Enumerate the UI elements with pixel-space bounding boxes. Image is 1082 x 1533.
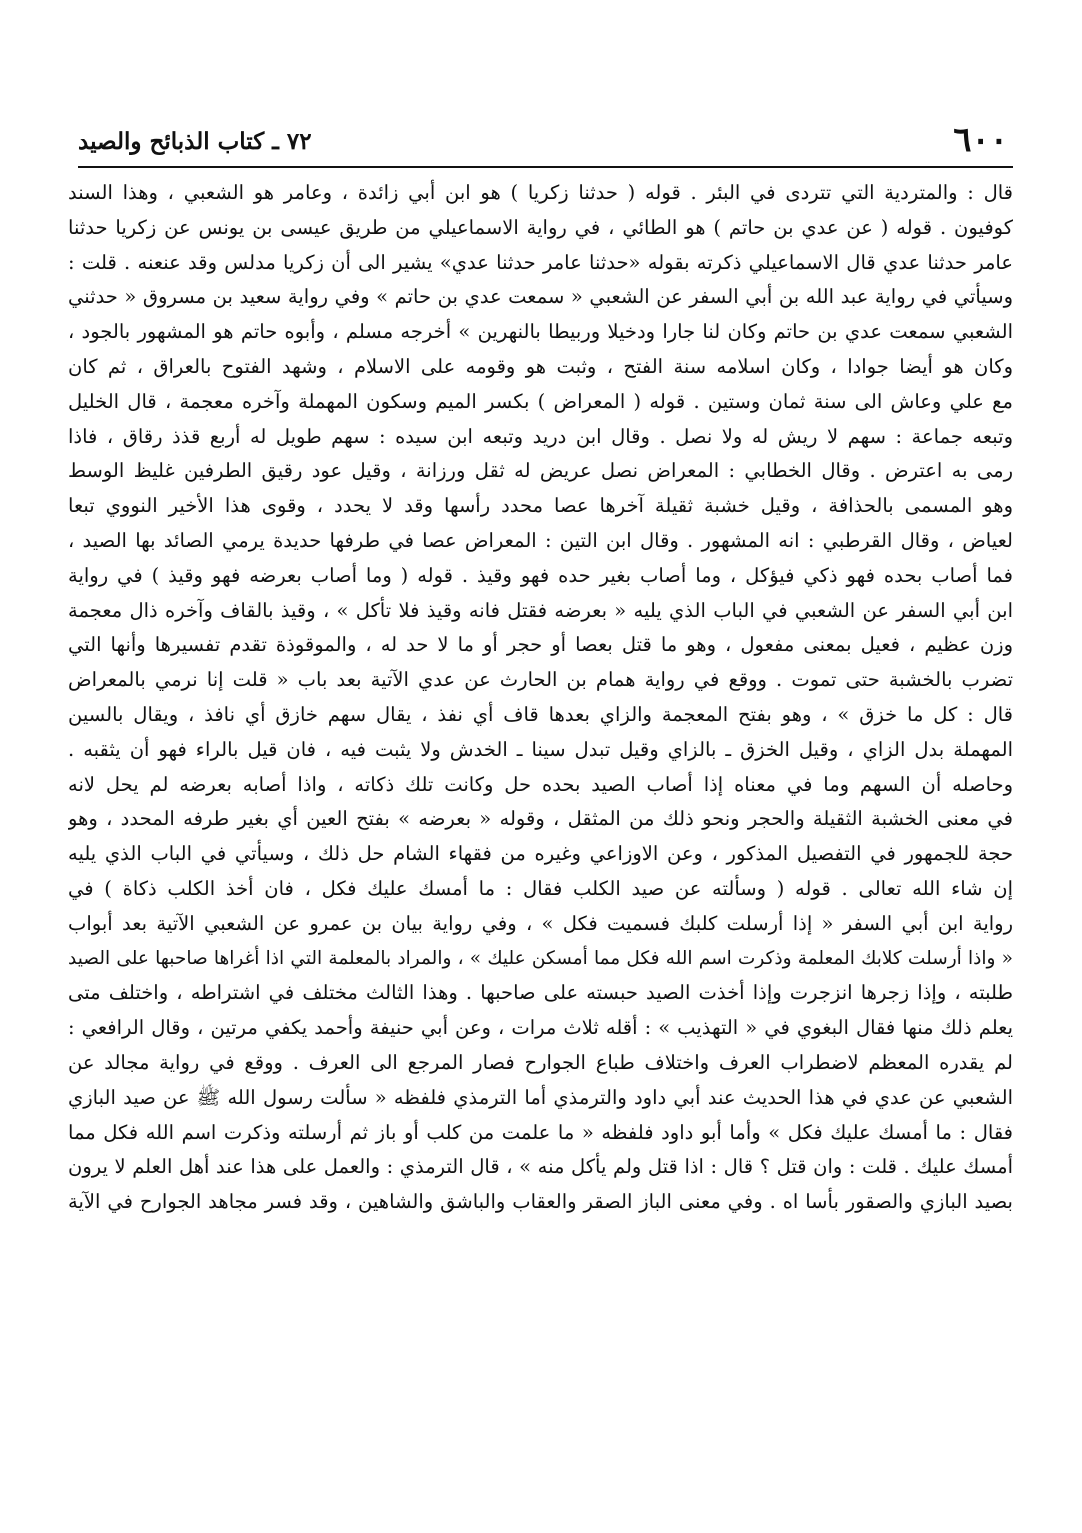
text-line: وكان هو أيضا جوادا ، وكان اسلامه سنة الفتح ، وثبت هو وقومه على الاسلام ، وشهد الفتوح بالعراق ، ثم كان [68,354,1013,378]
text-line: تضرب بالخشبة حتى تموت . ووقع في رواية همام بن الحارث عن عدي الآتية بعد باب « قلت إنا نرمي بالمعراض [68,668,1013,692]
text-line: وهو المسمى بالحذافة ، وقيل خشبة ثقيلة آخرها عصا محدد رأسها وقد لا يحدد ، وقوى هذا الأخير النووي تبعا [68,494,1013,518]
running-title: ٧٢ ـ كتاب الذبائح والصيد [78,128,312,155]
page-number: ٦٠٠ [953,120,1008,160]
text-line: إن شاء الله تعالى . قوله ( وسألته عن صيد الكلب فقال : ما أمسك عليك فكل ، فان أخذ الكلب ذكاة ) في [68,876,1013,900]
text-line: في معنى الخشبة الثقيلة والحجر ونحو ذلك من المثقل ، وقوله « بعرضه » بفتح العين أي بغير طرفه المحدد ، وهو [68,807,1013,831]
text-line: بصيد البازي والصقور بأسا اه . وفي معنى الباز الصقر والعقاب والباشق والشاهين ، وقد فسر مجاهد الجوارح في الآية [68,1190,1013,1214]
text-line: وتبعه جماعة : سهم لا ريش له ولا نصل . وقال ابن دريد وتبعه ابن سيده : سهم طويل له أربع قذذ رقاق ، فاذا [68,424,1013,448]
text-line: « واذا أرسلت كلابك المعلمة وذكرت اسم الله فكل مما أمسكن عليك » ، والمراد بالمعلمة التي اذا أغراها صاحبها على الصيد [68,947,1013,969]
text-line: طلبته ، وإذا زجرها انزجرت وإذا أخذت الصيد حبسته على صاحبها . وهذا الثالث مختلف في اشتراطه ، واختلف متى [68,981,1013,1005]
text-line: فما أصاب بحده فهو ذكي فيؤكل ، وما أصاب بغير حده فهو وقيذ . قوله ( وما أصاب بعرضه فهو وقيذ ) في رواية [68,563,1013,587]
text-line: قال : والمتردية التي تتردى في البئر . قوله ( حدثنا زكريا ) هو ابن أبي زائدة ، وعامر هو الشعبي ، وهذا السند [68,181,1013,204]
text-line: مع علي وعاش الى سنة ثمان وستين . قوله ( المعراض ) بكسر الميم وسكون المهملة وآخره معجمة ، قال الخليل [68,389,1013,413]
text-line: وسيأتي في رواية عبد الله بن أبي السفر عن الشعبي « سمعت عدي بن حاتم » وفي رواية سعيد بن مسروق « حدثني [68,285,1013,309]
text-line: الشعبي عن عدي في هذا الحديث عند أبي داود والترمذي أما الترمذي فلفظه « سألت رسول الله ﷺ عن صيد البازي [68,1085,1013,1109]
text-line: وزن عظيم ، فعيل بمعنى مفعول ، وهو ما قتل بعصا أو حجر أو ما لا حد له ، والموقوذة تقدم تفسيرها وأنها التي [68,633,1013,657]
text-line: قال : كل ما خزق » ، وهو بفتح المعجمة والزاي بعدها قاف أي نفذ ، يقال سهم خازق أي نافذ ، ويقال بالسين [68,702,1013,726]
text-line: رمى به اعترض . وقال الخطابي : المعراض نصل عريض له ثقل ورزانة ، وقيل عود رقيق الطرفين غليظ الوسط [68,459,1013,483]
text-line: فقال : ما أمسك عليك فكل » وأما أبو داود فلفظه « ما علمت من كلب أو باز ثم أرسلته وذكرت اسم الله فكل مما [68,1120,1013,1144]
text-line: يعلم ذلك منها فقال البغوي في « التهذيب » : أقله ثلاث مرات ، وعن أبي حنيفة وأحمد يكفي مرتين ، وقال الرافعي : [68,1016,1013,1040]
text-line: الشعبي سمعت عدي بن حاتم وكان لنا جارا ودخيلا وربيطا بالنهرين » أخرجه مسلم ، وأبوه حاتم هو المشهور بالجود ، [68,320,1013,344]
text-line: المهملة بدل الزاي ، وقيل الخزق ـ بالزاي وقيل تبدل سينا ـ الخدش ولا يثبت فيه ، فان قيل بالراء فهو أن يثقبه . [68,737,1013,761]
text-line: عامر حدثنا عدي قال الاسماعيلي ذكرته بقوله «حدثنا عامر حدثنا عدي» يشير الى أن زكريا مدلس وقد عنعنه . قلت : [68,250,1013,274]
text-line: لم يقدره المعظم لاضطراب العرف واختلاف طباع الجوارح فصار المرجع الى العرف . ووقع في رواية مجالد عن [68,1050,1013,1074]
header-rule [78,166,1013,168]
page-header [78,118,1008,162]
body-text [68,176,1013,1486]
text-line: كوفيون . قوله ( عن عدي بن حاتم ) هو الطائي ، في رواية الاسماعيلي من طريق عيسى بن يونس عن زكريا حدثنا [68,215,1013,239]
text-line: أمسك عليك . قلت : وان قتل ؟ قال : اذا قتل ولم يأكل منه » ، قال الترمذي : والعمل على هذا عند أهل العلم لا يرون [68,1155,1013,1179]
text-line: رواية ابن أبي السفر « إذا أرسلت كلبك فسميت فكل » ، وفي رواية بيان بن عمرو عن الشعبي الآتية بعد أبواب [68,911,1013,935]
text-line: لعياض ، وقال القرطبي : انه المشهور . وقال ابن التين : المعراض عصا في طرفها حديدة يرمي الصائد بها الصيد ، [68,528,1013,552]
text-line: وحاصله أن السهم وما في معناه إذا أصاب الصيد بحده حل وكانت تلك ذكاته ، واذا أصابه بعرضه لم يحل لانه [68,772,1013,796]
text-line: ابن أبي السفر عن الشعبي في الباب الذي يليه « بعرضه فقتل فانه وقيذ فلا تأكل » ، وقيذ بالقاف وآخره ذال معجمة [68,598,1013,622]
text-line: حجة للجمهور في التفصيل المذكور ، وعن الاوزاعي وغيره من فقهاء الشام حل ذلك ، وسيأتي في الباب الذي يليه [68,842,1013,866]
